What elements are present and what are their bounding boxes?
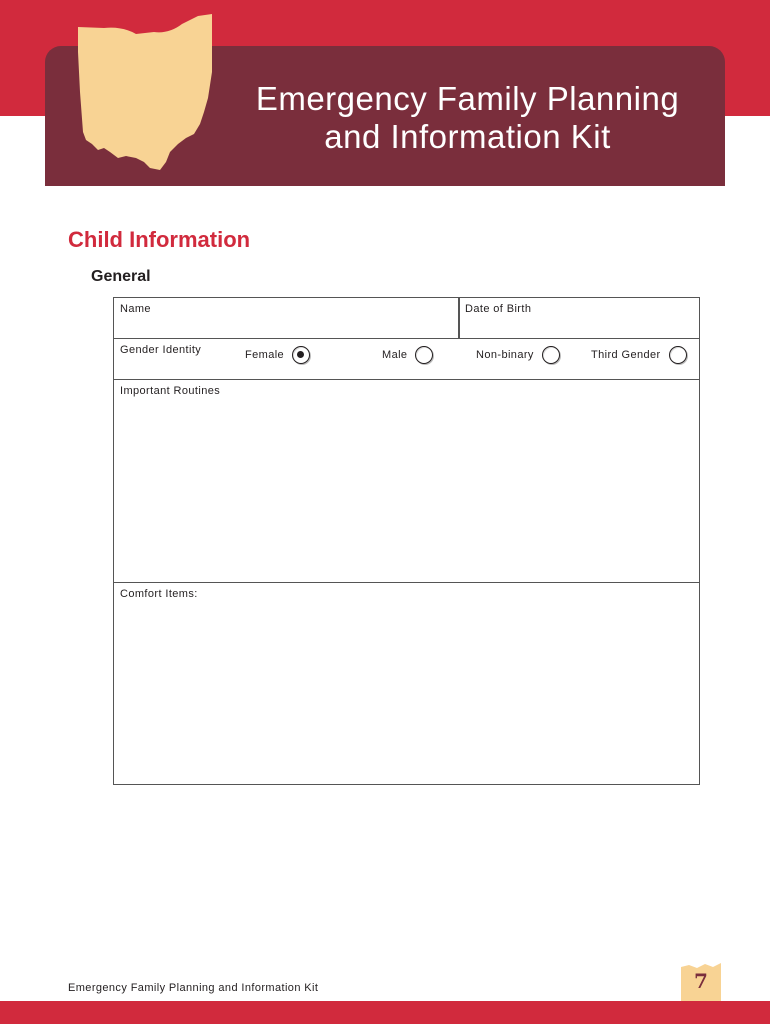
female-radio[interactable] bbox=[292, 346, 310, 364]
gender-option-male[interactable] bbox=[382, 346, 433, 364]
title-line-1: Emergency Family Planning bbox=[255, 80, 680, 117]
female-label: Female bbox=[245, 349, 285, 361]
subsection-heading: General bbox=[91, 268, 151, 285]
gender-identity-row bbox=[114, 339, 699, 380]
comfort-items-field[interactable] bbox=[114, 583, 699, 783]
date-of-birth-field[interactable] bbox=[460, 298, 698, 339]
male-label: Male bbox=[382, 349, 408, 361]
comfort-items-label: Comfort Items: bbox=[120, 588, 198, 600]
title-line-2: and Information Kit bbox=[324, 118, 611, 155]
child-info-form bbox=[113, 297, 700, 785]
bottom-red-band bbox=[0, 1001, 770, 1024]
gender-option-non-binary[interactable] bbox=[476, 346, 560, 364]
important-routines-label: Important Routines bbox=[120, 385, 221, 397]
third-gender-radio[interactable] bbox=[669, 346, 687, 364]
section-heading: Child Information bbox=[68, 227, 251, 252]
name-field[interactable] bbox=[114, 298, 458, 339]
third-gender-label: Third Gender bbox=[591, 349, 661, 361]
gender-option-female[interactable] bbox=[245, 346, 310, 364]
name-label: Name bbox=[120, 303, 151, 315]
male-radio[interactable] bbox=[415, 346, 433, 364]
gender-identity-label: Gender Identity bbox=[120, 344, 202, 356]
footer-document-title: Emergency Family Planning and Information Kit bbox=[68, 982, 319, 994]
important-routines-field[interactable] bbox=[114, 380, 699, 583]
gender-option-third-gender[interactable] bbox=[591, 346, 687, 364]
ohio-state-map-icon bbox=[74, 12, 214, 174]
page-number: 7 bbox=[694, 969, 708, 993]
non-binary-label: Non-binary bbox=[476, 349, 534, 361]
name-dob-row bbox=[114, 298, 699, 339]
document-title bbox=[220, 80, 715, 156]
non-binary-radio[interactable] bbox=[542, 346, 560, 364]
dob-label: Date of Birth bbox=[465, 303, 532, 315]
